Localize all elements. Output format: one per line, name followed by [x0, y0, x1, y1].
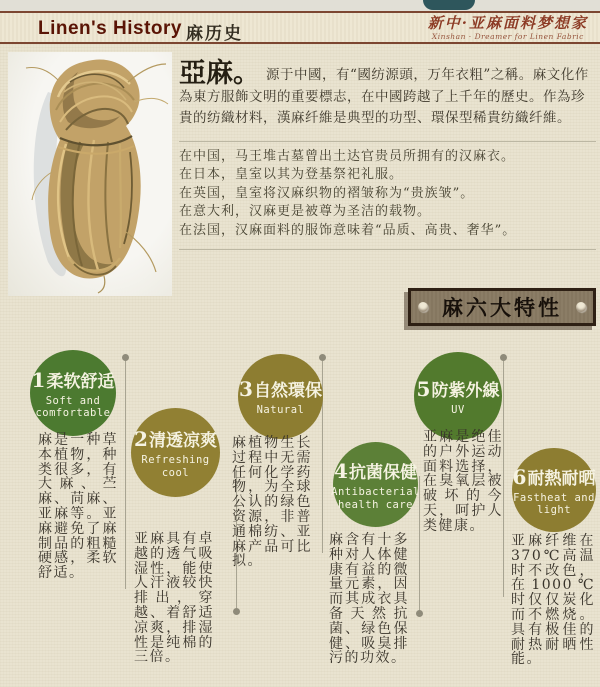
brand-slogan-en: Xinshan · Dreamer for Linen Fabric	[431, 32, 584, 41]
feature-desc-cool: 亚麻具有卓越的透气吸湿性，能使人汗液较快排出，穿越、着舒适凉爽，排湿性是纯棉的三倍。	[134, 531, 214, 666]
fact-france: 在法国，汉麻面料的服饰意味着“品质、高贵、奢华”。	[179, 222, 517, 238]
divider-line	[125, 361, 126, 589]
page-title-zh: 麻历史	[186, 24, 243, 44]
fact-japan: 在日本，皇室以其为登基祭祀礼服。	[179, 167, 404, 183]
divider-line	[503, 361, 504, 597]
feature-title-zh: 清透凉爽	[148, 431, 217, 451]
divider-dot	[122, 354, 129, 361]
fact-britain: 在英国，皇室将汉麻织物的褶皱称为“贵族皱”。	[179, 185, 475, 201]
divider-dot	[500, 354, 507, 361]
feature-number: 2	[134, 427, 148, 451]
fact-italy: 在意大利，汉麻更是被尊为圣洁的载物。	[179, 204, 432, 220]
feature-number: 1	[31, 367, 46, 392]
intro-block	[179, 58, 596, 129]
feature-number: 6	[512, 464, 527, 489]
feature-badge-natural	[238, 354, 323, 439]
feature-badge-cool	[131, 408, 220, 497]
fact-china: 在中国，马王堆古墓曾出土达官贵员所拥有的汉麻衣。	[179, 149, 516, 164]
intro-headword: 亞麻。	[179, 58, 260, 89]
flax-yarn-image	[8, 52, 172, 294]
feature-title-zh: 抗菌保健	[348, 463, 417, 483]
facts-list	[179, 141, 596, 250]
divider-dot	[233, 608, 240, 615]
screw-icon	[418, 302, 428, 312]
teal-vase-decoration	[423, 0, 475, 10]
screw-icon	[576, 302, 586, 312]
banner-label: 麻六大特性	[442, 295, 562, 320]
feature-badge-heat	[512, 448, 596, 532]
feature-badge-soft	[30, 350, 116, 436]
feature-desc-uv: 亚麻是绝佳的户外运动面料选择，在臭氧层被破坏的今天，呵护人类健康。	[423, 429, 503, 534]
six-features-banner	[408, 288, 596, 326]
feature-title-zh: 柔软舒适	[46, 371, 115, 392]
flax-photo	[8, 52, 172, 296]
divider-dot	[416, 610, 423, 617]
feature-desc-soft: 麻是一种草本植物，种类很多，有大麻、苎麻、苘麻、亚麻等。亚麻避免了麻制品的粗糙硬感，柔软舒适。	[38, 432, 118, 582]
page-title-en: Linen's History	[38, 18, 182, 39]
brand-calligraphy: 新中·亚麻面料梦想家	[427, 14, 588, 32]
feature-title-zh: 自然環保	[253, 381, 322, 402]
feature-badge-antibacterial	[333, 442, 418, 527]
feature-desc-antibacterial: 麻含有十多种对人体健康有益的微量元素，因而其成衣具备天然抗菌、绿色保健、吸臭排污的功效。	[329, 532, 409, 667]
feature-badge-uv	[414, 352, 502, 440]
top-strip	[0, 0, 600, 11]
feature-number: 4	[334, 459, 348, 483]
feature-title-zh: 耐熱耐晒	[527, 468, 596, 489]
feature-desc-natural: 麻植物生长过程中无需任何化学药物，为全球公认的绿色资源，非普通棉纺、亚麻产品可比拟。	[232, 435, 312, 570]
feature-title-en: Fastheat and light	[513, 491, 595, 516]
feature-title-en: UV	[451, 403, 465, 416]
feature-number: 3	[239, 377, 253, 402]
header-band	[0, 11, 600, 44]
feature-number: 5	[416, 376, 431, 401]
intro-paragraph: 源于中國，有“國纺源頭，万年衣粗”之稱。麻文化作為東方服飾文明的重要標志，在中國跨越了上千年的歷史。作為珍貴的纺織材料，漢麻纤維是典型的功型、環保型稀貴纺織纤維。	[179, 67, 589, 126]
feature-title-en: Soft and comfortable	[35, 394, 111, 419]
brand-block	[428, 15, 588, 41]
feature-title-en: Refreshing cool	[141, 454, 210, 479]
feature-desc-heat: 亚麻纤维在370℃高温时不改色，在1000℃时仅仅炭化而不燃烧。具有极佳的耐热耐晒性能。	[511, 533, 595, 668]
feature-title-en: Natural	[256, 404, 305, 417]
feature-title-zh: 防紫外線	[431, 380, 500, 401]
divider-dot	[319, 354, 326, 361]
feature-title-en: Antibacterial health care	[331, 486, 420, 511]
